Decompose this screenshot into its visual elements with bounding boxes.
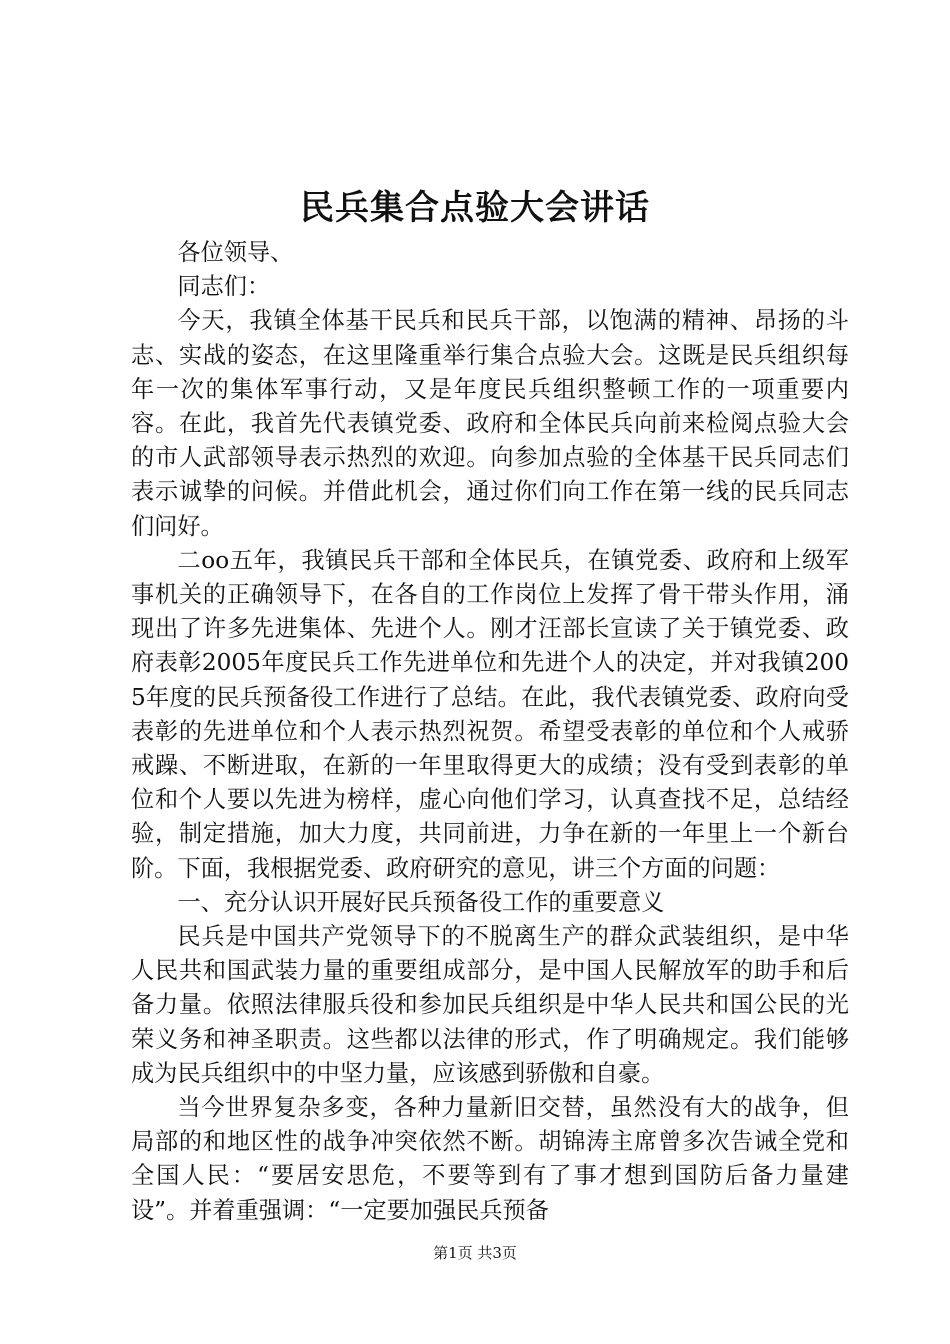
body-paragraph: 二oo五年，我镇民兵干部和全体民兵，在镇党委、政府和上级军事机关的正确领导下，在各自的工作岗位上发挥了骨干带头作用，涌现出了许多先进集体、先进个人。刚才汪部长宣读了关于镇党委、政府表彰2005年度民兵工作先进单位和先进个人的决定，并对我镇2005年度的民兵预备役工作进行了总结。在此，我代表镇党委、政府向受表彰的先进单位和个人表示热烈祝贺。希望受表彰的单位和个人戒骄戒躁、不断进取，在新的一年里取得更大的成绩；没有受到表彰的单位和个人要以先进为榜样，虚心向他们学习，认真查找不足，总结经验，制定措施，加大力度，共同前进，力争在新的一年里上一个新台阶。下面，我根据党委、政府研究的意见，讲三个方面的问题： (131, 546, 849, 882)
page-footer: 第1页 共3页 (433, 1244, 517, 1262)
salutation-line: 各位领导、 (177, 239, 294, 266)
document-body (131, 236, 849, 1228)
section-heading: 一、充分认识开展好民兵预备役工作的重要意义 (177, 888, 665, 916)
body-paragraph: 当今世界复杂多变，各种力量新旧交替，虽然没有大的战争，但局部的和地区性的战争冲突依然不断。胡锦涛主席曾多次告诫全党和全国人民：“要居安思危，不要等到有了事才想到国防后备力量建设”。并着重强调：“一定要加强民兵预备 (131, 1094, 849, 1224)
body-paragraph: 民兵是中国共产党领导下的不脱离生产的群众武装组织，是中华人民共和国武装力量的重要组成部分，是中国人民解放军的助手和后备力量。依照法律服兵役和参加民兵组织是中华人民共和国公民的光荣义务和神圣职责。这些都以法律的形式，作了明确规定。我们能够成为民兵组织中的中坚力量，应该感到骄傲和自豪。 (131, 923, 849, 1087)
document-title: 民兵集合点验大会讲话 (300, 188, 650, 228)
salutation-line: 同志们： (177, 273, 271, 301)
body-paragraph: 今天，我镇全体基干民兵和民兵干部，以饱满的精神、昂扬的斗志、实战的姿态，在这里隆重举行集合点验大会。这既是民兵组织每年一次的集体军事行动，又是年度民兵组织整顿工作的一项重要内容。在此，我首先代表镇党委、政府和全体民兵向前来检阅点验大会的市人武部领导表示热烈的欢迎。向参加点验的全体基干民兵同志们表示诚挚的问候。并借此机会，通过你们向工作在第一线的民兵同志们问好。 (131, 307, 849, 540)
